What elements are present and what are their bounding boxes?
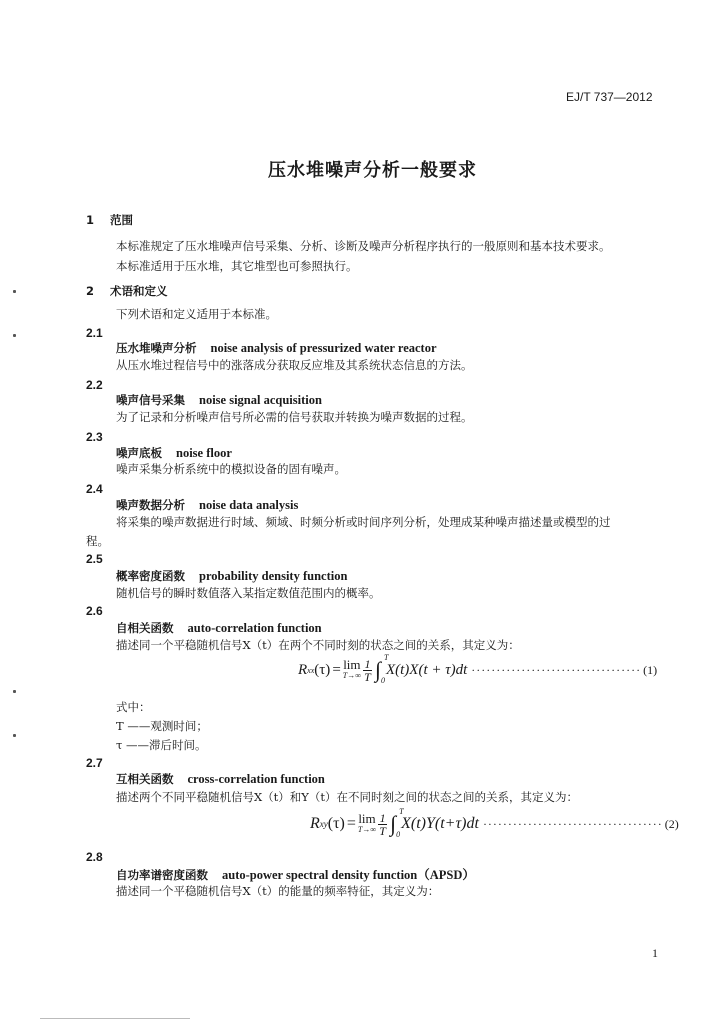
- fraction-numerator: 1: [379, 810, 386, 825]
- term-en: noise data analysis: [199, 498, 299, 512]
- limit-subscript: T→∞: [342, 671, 361, 680]
- formula-equals: =: [332, 661, 341, 678]
- term-en: probability density function: [199, 569, 348, 583]
- formula-integrand: X(t)X(t + τ)dt: [385, 661, 468, 678]
- clause-number-2-7: 2.7: [86, 756, 103, 770]
- formula-lhs-subscript: xx: [307, 665, 315, 675]
- definition-2-1: 从压水堆过程信号中的涨落成分获取反应堆及其系统状态信息的方法。: [116, 358, 473, 372]
- term-en: noise signal acquisition: [199, 393, 322, 407]
- term-zh: 自相关函数: [116, 621, 174, 635]
- term-2-2: [116, 392, 322, 408]
- integral-sign: ∫ T 0: [374, 653, 389, 685]
- definition-2-6: 描述同一个平稳随机信号X（t）在两个不同时刻的状态之间的关系，其定义为：: [116, 638, 520, 652]
- term-zh: 概率密度函数: [116, 569, 185, 583]
- term-en: auto-correlation function: [187, 621, 322, 635]
- formula-lhs-subscript: xy: [319, 819, 328, 829]
- term-2-6: [116, 620, 322, 636]
- formula-number: (1): [643, 662, 658, 677]
- fraction-denominator: T: [379, 823, 386, 838]
- section-2-intro: 下列术语和定义适用于本标准。: [116, 307, 277, 321]
- definition-2-4-line-2: 程。: [86, 534, 109, 548]
- where-label: 式中：: [116, 700, 151, 714]
- limit-operator: lim: [343, 657, 361, 672]
- clause-number-2-8: 2.8: [86, 850, 103, 864]
- formula-fraction: [363, 658, 372, 683]
- integral-upper-limit: T: [383, 653, 389, 662]
- formula-limit: [343, 659, 361, 681]
- variable-tau: τ ——滞后时间。: [116, 738, 207, 752]
- term-zh: 互相关函数: [116, 772, 174, 786]
- term-zh: 噪声数据分析: [116, 498, 185, 512]
- fraction-denominator: T: [364, 669, 371, 684]
- definition-2-5: 随机信号的瞬时数值落入某指定数值范围内的概率。: [116, 586, 381, 600]
- definition-2-2: 为了记录和分析噪声信号所必需的信号获取并转换为噪声数据的过程。: [116, 410, 473, 424]
- term-en: noise analysis of pressurized water reactor: [210, 341, 437, 355]
- section-title: 术语和定义: [110, 284, 168, 298]
- formula-leader-dots: ····································: [482, 816, 663, 831]
- page-number: 1: [652, 946, 658, 960]
- section-1-paragraph-2: 本标准适用于压水堆，其它堆型也可参照执行。: [116, 259, 358, 273]
- formula-limit: [358, 813, 376, 835]
- term-zh: 噪声底板: [116, 446, 162, 460]
- clause-number-2-5: 2.5: [86, 552, 103, 566]
- formula-integrand: X(t)Y(t+τ)dt: [401, 815, 479, 832]
- section-number: 1: [86, 213, 95, 227]
- scan-mark: [13, 734, 16, 737]
- term-zh: 压水堆噪声分析: [116, 341, 197, 355]
- fraction-numerator: 1: [364, 656, 371, 671]
- definition-2-7: 描述两个不同平稳随机信号X（t）和Y（t）在不同时刻之间的状态之间的关系，其定义为：: [116, 790, 579, 804]
- term-en: cross-correlation function: [187, 772, 325, 786]
- formula-lhs: R: [298, 661, 308, 678]
- integral-upper-limit: T: [399, 807, 404, 816]
- integral-lower-limit: 0: [396, 830, 401, 839]
- limit-operator: lim: [358, 811, 376, 826]
- definition-2-4-line-1: 将采集的噪声数据进行时域、频域、时频分析或时间序列分析，处理成某种噪声描述量或模型的过: [116, 515, 611, 529]
- term-en: noise floor: [176, 446, 232, 460]
- section-title: 范围: [110, 213, 134, 227]
- integral-sign: ∫ T 0: [390, 807, 404, 839]
- integral-lower-limit: 0: [380, 676, 385, 685]
- document-title: 压水堆噪声分析一般要求: [268, 160, 477, 181]
- formula-lhs-arg: (τ): [327, 815, 345, 832]
- variable-t: T ——观测时间；: [116, 719, 208, 733]
- formula-2: [310, 807, 679, 839]
- formula-lhs-arg: (τ): [314, 661, 331, 678]
- term-2-7: [116, 771, 325, 787]
- term-zh: 自功率谱密度函数: [116, 868, 208, 882]
- formula-fraction: [378, 812, 387, 837]
- clause-number-2-6: 2.6: [86, 604, 103, 618]
- clause-number-2-4: 2.4: [86, 482, 103, 496]
- formula-1: [298, 653, 658, 685]
- term-en: auto-power spectral density function（APSD）: [222, 868, 475, 882]
- section-1-paragraph-1: 本标准规定了压水堆噪声信号采集、分析、诊断及噪声分析程序执行的一般原则和基本技术要求。: [116, 239, 611, 253]
- term-2-1: [116, 340, 437, 356]
- formula-equals: =: [346, 815, 356, 832]
- formula-number: (2): [664, 816, 679, 831]
- term-zh: 噪声信号采集: [116, 393, 185, 407]
- term-2-5: [116, 568, 347, 584]
- standard-number: EJ/T 737—2012: [566, 90, 653, 104]
- formula-lhs: R: [310, 815, 320, 832]
- formula-leader-dots: ··································: [471, 662, 642, 677]
- scan-mark: [13, 290, 16, 293]
- definition-2-8: 描述同一个平稳随机信号X（t）的能量的频率特征，其定义为：: [116, 884, 440, 898]
- term-2-8: [116, 865, 475, 883]
- scan-mark: [13, 690, 16, 693]
- clause-number-2-2: 2.2: [86, 378, 103, 392]
- clause-number-2-1: 2.1: [86, 326, 103, 340]
- definition-2-3: 噪声采集分析系统中的模拟设备的固有噪声。: [116, 462, 346, 476]
- section-1-heading: [86, 212, 133, 228]
- scan-edge-line: [40, 1018, 190, 1019]
- term-2-4: [116, 497, 298, 513]
- limit-subscript: T→∞: [357, 825, 377, 834]
- section-number: 2: [86, 284, 95, 298]
- term-2-3: [116, 445, 232, 461]
- scan-mark: [13, 334, 16, 337]
- clause-number-2-3: 2.3: [86, 430, 103, 444]
- section-2-heading: [86, 283, 168, 299]
